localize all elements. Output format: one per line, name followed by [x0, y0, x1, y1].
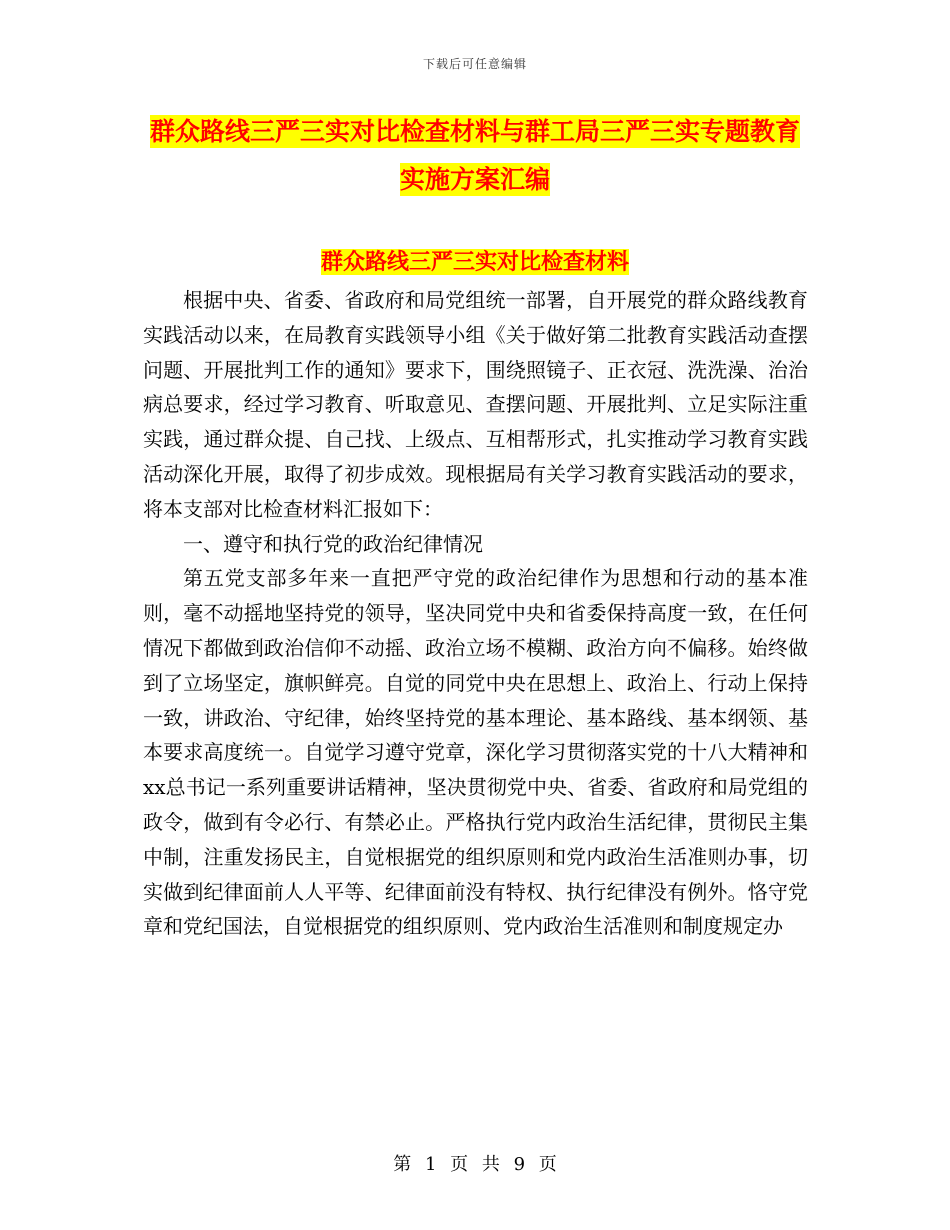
page-label-mid: 页 [450, 1154, 469, 1175]
header-note: 下载后可任意编辑 [422, 57, 527, 71]
total-prefix: 共 [481, 1154, 500, 1175]
section-title [0, 242, 950, 282]
page-label-suffix: 页 [538, 1154, 557, 1175]
paragraph: 第五党支部多年来一直把严守党的政治纪律作为思想和行动的基本准则，毫不动摇地坚持党的领导，坚决同党中央和省委保持高度一致，在任何情况下都做到政治信仰不动摇、政治立场不模糊、政治方向不偏移。始终做到了立场坚定，旗帜鲜亮。自觉的同党中央在思想上、政治上、行动上保持一致，讲政治、守纪律，始终坚持党的基本理论、基本路线、基本纲领、基本要求高度统一。自觉学习遵守党章，深化学习贯彻落实党的十八大精神和xx总书记一系列重要讲话精神，坚决贯彻党中央、省委、省政府和局党组的政令，做到有令必行、有禁必止。严格执行党内政治生活纪律，贯彻民主集中制，注重发扬民主，自觉根据党的组织原则和党内政治生活准则办事，切实做到纪律面前人人平等、纪律面前没有特权、执行纪律没有例外。恪守党章和党纪国法，自觉根据党的组织原则、党内政治生活准则和制度规定办 [143, 566, 808, 939]
page-label-prefix: 第 [393, 1154, 412, 1175]
paragraph: 一、遵守和执行党的政治纪律情况 [183, 531, 483, 556]
current-page-number: 1 [424, 1154, 437, 1175]
body-text [143, 283, 808, 944]
section-title-text: 群众路线三严三实对比检查材料 [320, 249, 629, 275]
page-footer [0, 1150, 950, 1176]
document-title-text: 群众路线三严三实对比检查材料与群工局三严三实专题教育实施方案汇编 [150, 117, 801, 194]
total-pages-number: 9 [513, 1154, 526, 1175]
document-title [150, 108, 800, 204]
paragraph: 根据中央、省委、省政府和局党组统一部署，自开展党的群众路线教育实践活动以来，在局教育实践领导小组《关于做好第二批教育实践活动查摆问题、开展批判工作的通知》要求下，围绕照镜子、正衣冠、洗洗澡、治治病总要求，经过学习教育、听取意见、查摆问题、开展批判、立足实际注重实践，通过群众提、自己找、上级点、互相帮形式，扎实推动学习教育实践活动深化开展，取得了初步成效。现根据局有关学习教育实践活动的要求，将本支部对比检查材料汇报如下： [143, 288, 808, 521]
